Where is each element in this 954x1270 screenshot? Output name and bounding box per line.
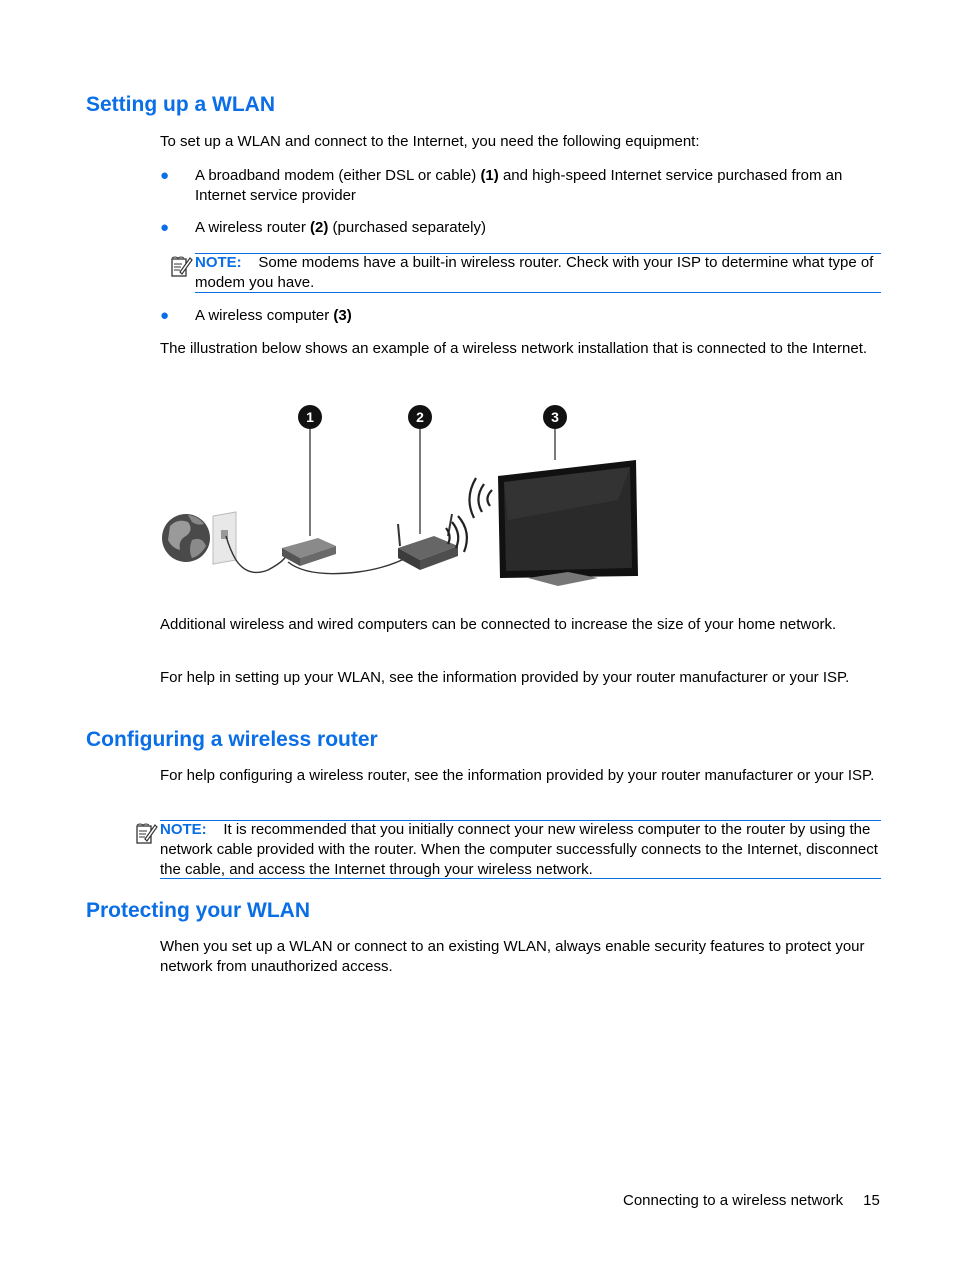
callout-ref: (1): [480, 167, 499, 184]
list-item-text: A wireless router: [195, 219, 311, 236]
modem-icon: [282, 538, 336, 566]
note-label: NOTE:: [195, 254, 242, 271]
note-icon: [135, 822, 159, 846]
section-heading-setting-up-wlan: Setting up a WLAN: [86, 93, 275, 116]
note-label: NOTE:: [160, 821, 207, 838]
callout-2: [408, 405, 432, 429]
wireless-signal-icon: [469, 478, 492, 518]
note-text: It is recommended that you initially connect your new wireless computer to the router by using the network cable provided with the router. When the computer successfully connects to the Internet, disconnect the cable, and access the Internet through your wireless network.: [160, 821, 878, 878]
section-heading-protecting-wlan: Protecting your WLAN: [86, 899, 310, 922]
list-item-modem: [195, 166, 885, 206]
section-heading-configuring-router: Configuring a wireless router: [86, 728, 378, 751]
bullet-icon: ●: [160, 307, 170, 324]
svg-text:1: 1: [306, 409, 314, 425]
callout-ref: (3): [333, 307, 352, 324]
note-icon: [170, 255, 194, 279]
page-footer: [623, 1191, 880, 1211]
page-number: 15: [863, 1192, 880, 1209]
network-illustration: [158, 400, 643, 590]
list-item-computer: [195, 306, 885, 326]
list-item-text: and high-speed Internet service purchased from an Internet service provider: [195, 167, 843, 204]
configuring-paragraph: For help configuring a wireless router, see the information provided by your router manufacturer or your ISP.: [160, 767, 875, 784]
monitor-icon: [498, 460, 638, 586]
note-box: [195, 253, 881, 293]
callout-ref: (2): [310, 219, 329, 236]
list-item-text: (purchased separately): [328, 219, 486, 236]
note-box: [160, 820, 881, 879]
list-item-router: [195, 218, 885, 238]
footer-chapter-title: Connecting to a wireless network: [623, 1192, 844, 1209]
protecting-paragraph: When you set up a WLAN or connect to an existing WLAN, always enable security features to protect your network from unauthorized access.: [160, 938, 865, 975]
bullet-icon: ●: [160, 167, 170, 184]
illustration-intro: The illustration below shows an example of a wireless network installation that is connected to the Internet.: [160, 340, 868, 357]
note-text: Some modems have a built-in wireless router. Check with your ISP to determine what type of modem you have.: [195, 254, 874, 291]
help-paragraph: For help in setting up your WLAN, see the information provided by your router manufacturer or your ISP.: [160, 669, 850, 686]
svg-text:3: 3: [551, 409, 559, 425]
list-item-text: A wireless computer: [195, 307, 334, 324]
intro-paragraph: To set up a WLAN and connect to the Internet, you need the following equipment:: [160, 133, 700, 150]
globe-icon: [162, 514, 210, 562]
additional-computers-paragraph: Additional wireless and wired computers can be connected to increase the size of your home network.: [160, 616, 837, 633]
wall-jack-icon: [213, 512, 236, 564]
list-item-text: A broadband modem (either DSL or cable): [195, 167, 481, 184]
callout-1: [298, 405, 322, 429]
bullet-icon: ●: [160, 219, 170, 236]
callout-3: [543, 405, 567, 429]
svg-text:2: 2: [416, 409, 424, 425]
